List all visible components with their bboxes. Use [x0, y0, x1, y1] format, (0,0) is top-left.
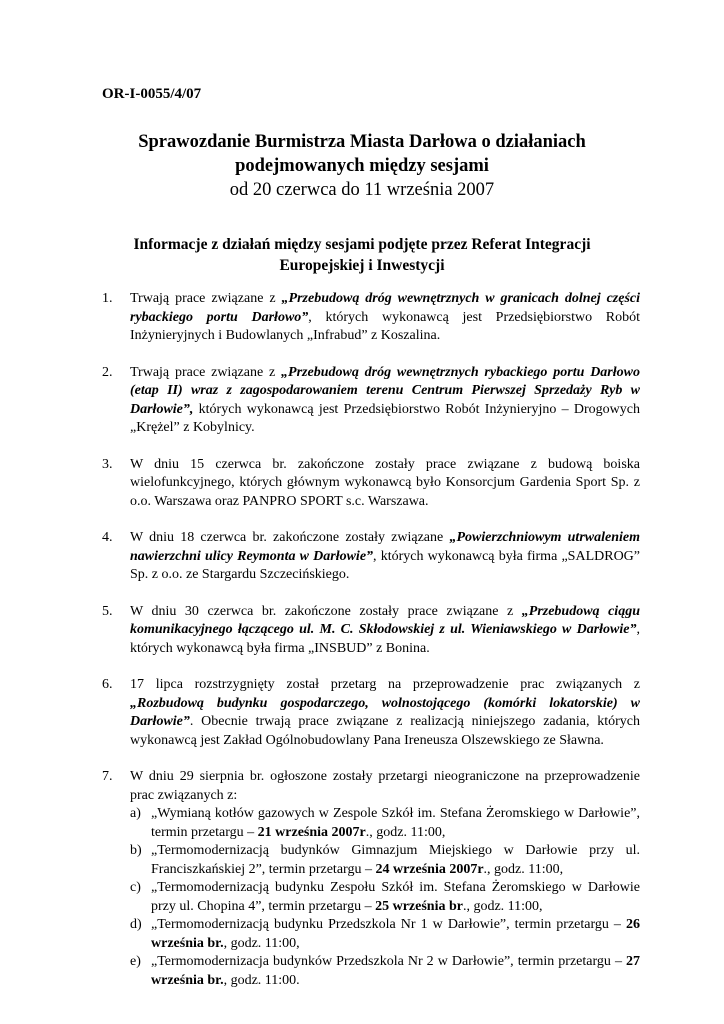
item-number: 1.: [102, 291, 113, 306]
item-text: W dniu 18 czerwca br. zakończone zostały związane „Powierzchniowym utrwaleniem nawierzchni ulicy Reymonta w Darłowie”, których wykonawcą była firma „SALDROG” Sp. z o.o. ze Stargardu Szczecińskiego.: [130, 530, 640, 582]
tender-item: [130, 916, 640, 953]
item-number: 7.: [102, 769, 113, 784]
tender-date: 21 września 2007r: [257, 824, 366, 840]
activity-list: [102, 290, 640, 1008]
tender-date: 24 września 2007r: [375, 861, 484, 877]
item-text: Trwają prace związane z „Przebudową dróg wewnętrznych rybackiego portu Darłowo (etap II) wraz z zagospodarowaniem terenu Centrum Pierwszej Sprzedaży Ryb w Darłowie”, których wykonawcą jest Przedsiębiorstwo Robót Inżynieryjno – Drogowych „Krężel” z Kobylnicy.: [130, 364, 640, 435]
item-text: 17 lipca rozstrzygnięty został przetarg na przeprowadzenie prac związanych z „Rozbudową budynku gospodarczego, wolnostojącego (komórki lokatorskie) w Darłowie”. Obecnie trwają prace związane z realizacją niniejszego zadania, których wykonawcą jest Zakład Ogólnobudowlany Pana Ireneusza Olszewskiego ze Sławna.: [130, 677, 640, 748]
list-item: [102, 768, 640, 990]
project-name: „Przebudową dróg wewnętrznych w granicach dolnej części rybackiego portu Darłowo”: [130, 291, 640, 325]
tender-letter: a): [130, 806, 141, 821]
tender-date: 27 września br.: [151, 954, 640, 988]
tender-text: „Termomodernizacją budynku Zespołu Szkół im. Stefana Żeromskiego w Darłowie przy ul. Chopina 4”, termin przetargu – 25 września br., godz. 11:00,: [151, 880, 640, 914]
item-number: 4.: [102, 530, 113, 545]
tender-date: 26 września br.: [151, 917, 640, 951]
tender-item: [130, 879, 640, 916]
project-name: „Przebudową ciągu komunikacyjnego łączącego ul. M. C. Skłodowskiej z ul. Wieniawskiego w Darłowie”: [130, 603, 640, 637]
document-number: OR-I-0055/4/07: [102, 86, 202, 102]
section-heading-line-2: Europejskiej i Inwestycji: [279, 257, 445, 274]
tender-letter: b): [130, 843, 142, 858]
list-item: [102, 364, 640, 438]
tender-item: [130, 805, 640, 842]
tender-text: „Termomodernizacja budynków Przedszkola Nr 2 w Darłowie”, termin przetargu – 27 września br., godz. 11:00.: [151, 954, 640, 988]
tender-text: „Termomodernizacją budynku Przedszkola Nr 1 w Darłowie”, termin przetargu – 26 września br., godz. 11:00,: [151, 917, 640, 951]
item-number: 6.: [102, 677, 113, 692]
report-title: [60, 130, 664, 202]
tender-text: „Termomodernizacją budynków Gimnazjum Miejskiego w Darłowie przy ul. Franciszkańskiej 2”, termin przetargu – 24 września 2007r., godz. 11:00,: [151, 843, 640, 877]
list-item: [102, 290, 640, 346]
tender-text: „Wymianą kotłów gazowych w Zespole Szkół im. Stefana Żeromskiego w Darłowie”, termin przetargu – 21 września 2007r., godz. 11:00,: [151, 806, 640, 840]
title-line-2: podejmowanych między sesjami: [235, 156, 489, 176]
section-heading-line-1: Informacje z działań między sesjami podjęte przez Referat Integracji: [133, 236, 591, 253]
item-text: W dniu 15 czerwca br. zakończone zostały prace związane z budową boiska wielofunkcyjnego, których głównym wykonawcą było Konsorcjum Gardenia Sport Sp. z o.o. Warszawa oraz PANPRO SPORT s.c. Warszawa.: [130, 456, 640, 509]
tender-letter: d): [130, 917, 142, 932]
project-name: „Rozbudową budynku gospodarczego, wolnostojącego (komórki lokatorskie) w Darłowie”: [130, 695, 640, 729]
project-name: „Przebudową dróg wewnętrznych rybackiego portu Darłowo (etap II) wraz z zagospodarowaniem terenu Centrum Pierwszej Sprzedaży Ryb w Darłowie”,: [130, 364, 640, 417]
section-heading: [70, 234, 654, 276]
list-item: [102, 676, 640, 750]
tender-item: [130, 953, 640, 990]
list-item: [102, 456, 640, 512]
tender-letter: e): [130, 954, 141, 969]
tender-item: [130, 842, 640, 879]
item-number: 3.: [102, 456, 113, 472]
tender-date: 25 września br: [375, 898, 463, 914]
list-item: [102, 603, 640, 659]
list-item: [102, 529, 640, 585]
tender-intro: W dniu 29 sierpnia br. ogłoszone zostały przetargi nieograniczone na przeprowadzenie prac związanych z:: [130, 769, 640, 803]
title-line-1: Sprawozdanie Burmistrza Miasta Darłowa o działaniach: [138, 132, 586, 152]
item-number: 2.: [102, 364, 113, 380]
item-number: 5.: [102, 603, 113, 619]
title-date-range: od 20 czerwca do 11 września 2007: [229, 180, 495, 200]
item-text: Trwają prace związane z „Przebudową dróg wewnętrznych w granicach dolnej części rybackiego portu Darłowo”, których wykonawcą jest Przedsiębiorstwo Robót Inżynieryjnych i Budowlanych „Infrabud” z Koszalina.: [130, 291, 641, 343]
tender-letter: c): [130, 880, 141, 895]
item-text: W dniu 30 czerwca br. zakończone zostały prace związane z „Przebudową ciągu komunikacyjnego łączącego ul. M. C. Skłodowskiej z ul. Wieniawskiego w Darłowie”, których wykonawcą była firma „INSBUD” z Bonina.: [130, 603, 640, 656]
item-text: [130, 768, 640, 990]
project-name: „Powierzchniowym utrwaleniem nawierzchni ulicy Reymonta w Darłowie”: [130, 530, 640, 564]
